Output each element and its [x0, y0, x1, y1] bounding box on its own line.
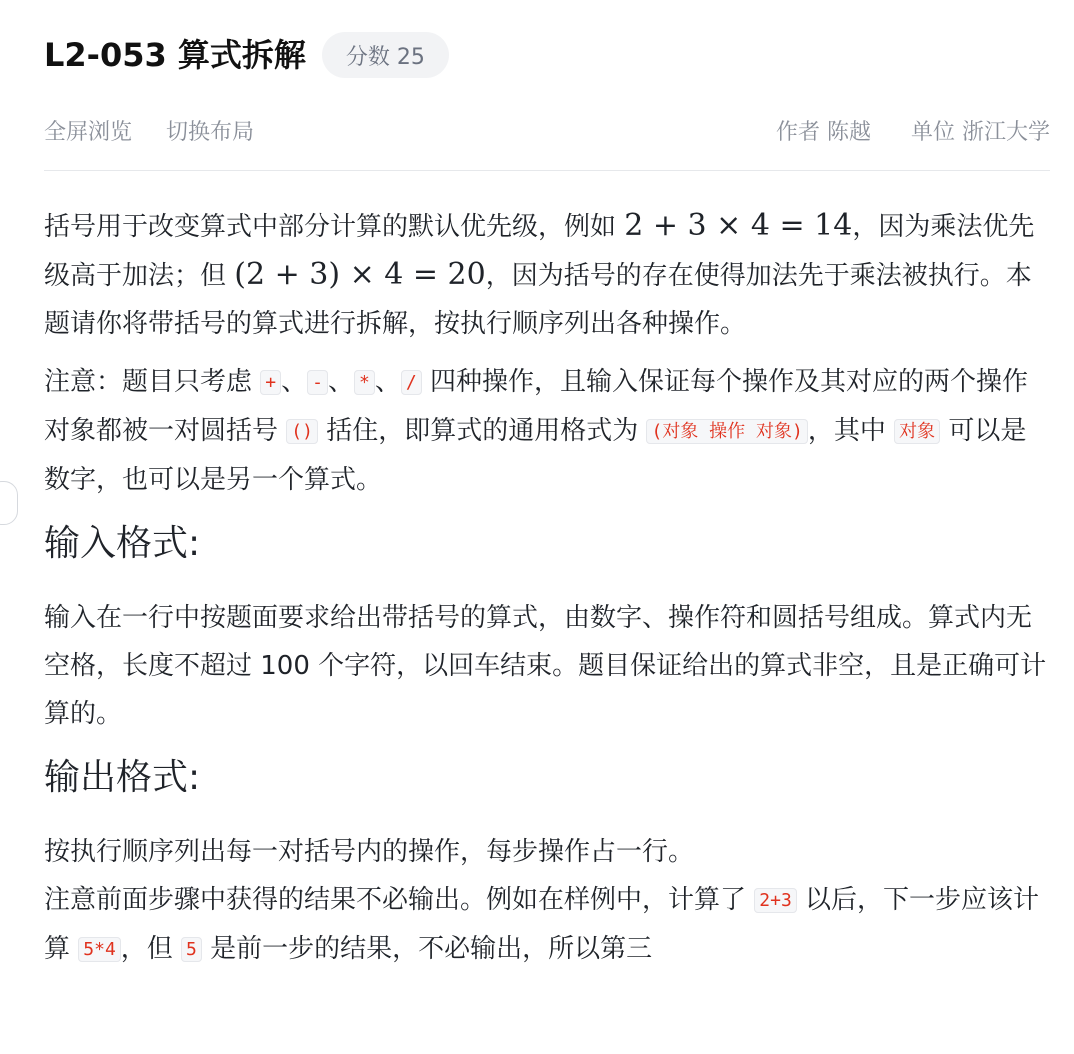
output-text-a: 注意前面步骤中获得的结果不必输出。例如在样例中，计算了 — [44, 885, 755, 915]
switch-layout-link[interactable]: 切换布局 — [166, 119, 255, 145]
code-plus: + — [260, 370, 281, 395]
unit-label: 单位 浙江大学 — [911, 119, 1050, 145]
author-label: 作者 陈越 — [776, 119, 871, 145]
problem-content — [44, 202, 1050, 974]
code-example-sum: 2+3 — [754, 888, 797, 913]
description-text-1: 括号用于改变算式中部分计算的默认优先级，例如 — [44, 212, 625, 242]
side-panel-handle[interactable] — [0, 481, 18, 525]
score-badge: 分数 25 — [322, 32, 449, 78]
note-text-4: ，其中 — [807, 416, 895, 446]
math-expression-2: (2 + 3) × 4 = 20 — [234, 257, 486, 292]
input-format-text: 输入在一行中按题面要求给出带括号的算式，由数字、操作符和圆括号组成。算式内无空格，长度不超过 100 个字符，以回车结束。题目保证给出的算式非空，且是正确可计算的。 — [44, 603, 1047, 729]
note-text-5: 可以是数字，也可以是另一个算式。 — [44, 416, 1027, 495]
note-text-2: 四种操作，且输入保证每个操作及其对应的两个操作对象都被一对圆括号 — [44, 367, 1028, 446]
output-format-line-1: 按执行顺序列出每一对括号内的操作，每步操作占一行。 — [44, 837, 695, 867]
note-text-3: 括住，即算式的通用格式为 — [317, 416, 647, 446]
code-format: (对象 操作 对象) — [646, 419, 807, 444]
output-text-d: 是前一步的结果，不必输出，所以第三 — [201, 934, 653, 964]
code-minus: - — [307, 370, 328, 395]
note-text-1: 注意：题目只考虑 — [44, 367, 261, 397]
code-times: * — [354, 370, 375, 395]
output-text-b: 以后，下一步应该计算 — [44, 885, 1040, 964]
note-sep-1: 、 — [281, 367, 308, 397]
description-paragraph — [44, 202, 1050, 348]
problem-title: L2-053 算式拆解 — [44, 36, 306, 74]
code-example-result: 5 — [181, 937, 202, 962]
math-expression-1: 2 + 3 × 4 = 14 — [624, 208, 853, 243]
input-format-heading: 输入格式: — [44, 523, 201, 564]
code-example-product: 5*4 — [78, 937, 121, 962]
problem-header — [44, 30, 449, 80]
code-object: 对象 — [894, 419, 940, 444]
header-divider — [44, 170, 1050, 171]
output-format-heading: 输出格式: — [44, 757, 201, 798]
note-sep-3: 、 — [374, 367, 401, 397]
problem-toolbar — [44, 112, 1050, 148]
description-text-3: ，因为括号的存在使得加法先于乘法被执行。本题请你将带括号的算式进行拆解，按执行顺序列出各种操作。 — [44, 261, 1032, 339]
note-sep-2: 、 — [327, 367, 354, 397]
output-format-line-2 — [44, 876, 1050, 974]
code-parens: () — [286, 419, 318, 444]
description-text-2: ，因为乘法优先级高于加法；但 — [44, 212, 1035, 291]
output-text-c: ，但 — [120, 934, 182, 964]
code-divide: / — [401, 370, 422, 395]
note-paragraph — [44, 358, 1050, 504]
fullscreen-link[interactable]: 全屏浏览 — [44, 119, 133, 145]
